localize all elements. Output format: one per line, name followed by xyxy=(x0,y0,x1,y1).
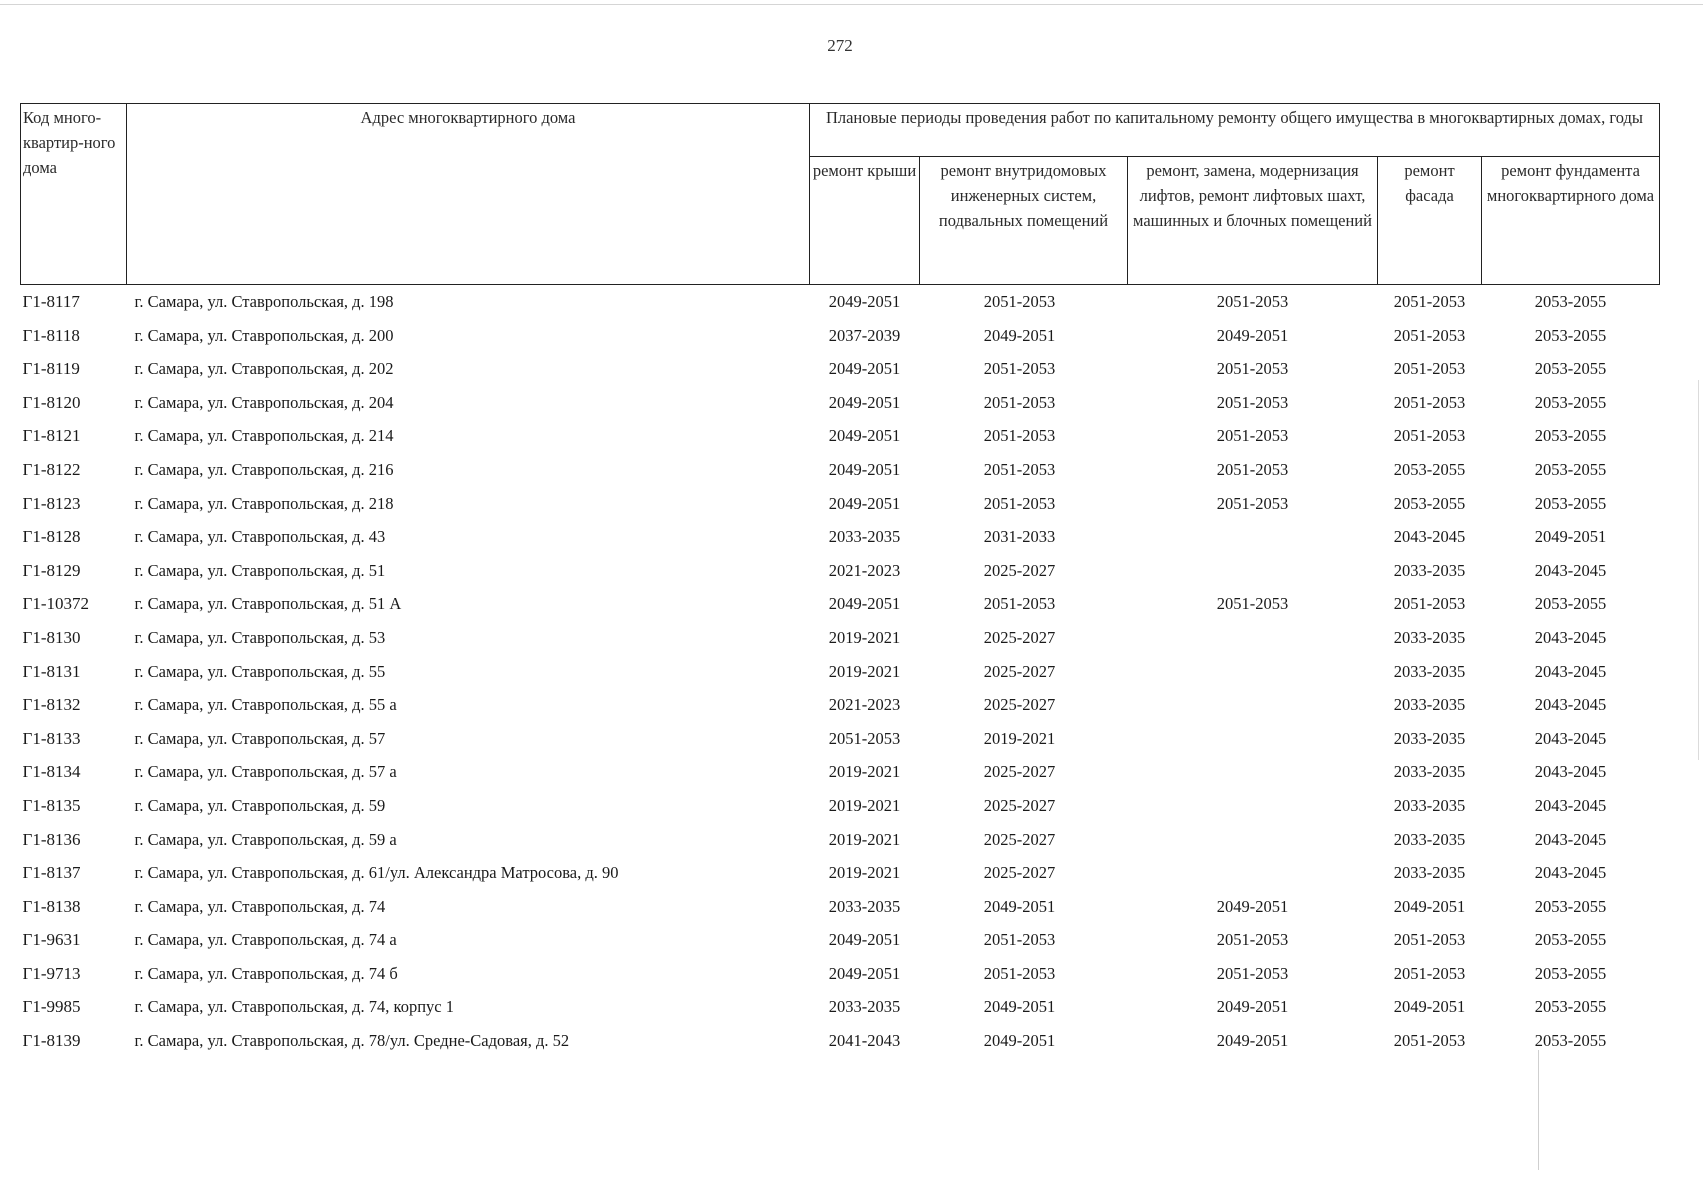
cell-foundation: 2043-2045 xyxy=(1534,795,1607,815)
cell-address: г. Самара, ул. Ставропольская, д. 53 xyxy=(134,627,386,647)
cell-elevators: 2049-2051 xyxy=(1216,325,1289,345)
cell-address: г. Самара, ул. Ставропольская, д. 51 xyxy=(134,560,386,580)
cell-roof: 2019-2021 xyxy=(828,863,901,883)
header-foundation: ремонт фундамента многоквартирного дома xyxy=(1482,157,1660,285)
cell-facade: 2033-2035 xyxy=(1393,762,1466,782)
cell-code: Г1-8132 xyxy=(22,695,81,715)
cell-address: г. Самара, ул. Ставропольская, д. 74 б xyxy=(134,963,398,983)
cell-address: г. Самара, ул. Ставропольская, д. 61/ул. Александра Матросова, д. 90 xyxy=(134,863,619,883)
cell-code: Г1-8134 xyxy=(22,762,81,782)
cell-facade: 2033-2035 xyxy=(1393,560,1466,580)
cell-facade: 2051-2053 xyxy=(1393,392,1466,412)
cell-elevators xyxy=(1128,520,1378,554)
cell-foundation: 2053-2055 xyxy=(1534,1031,1607,1051)
cell-roof: 2049-2051 xyxy=(828,426,901,446)
cell-engineering: 2025-2027 xyxy=(983,762,1056,782)
cell-elevators xyxy=(1128,856,1378,890)
cell-foundation: 2053-2055 xyxy=(1534,963,1607,983)
cell-facade: 2033-2035 xyxy=(1393,829,1466,849)
cell-code: Г1-8136 xyxy=(22,829,81,849)
cell-code: Г1-8130 xyxy=(22,627,81,647)
cell-facade: 2049-2051 xyxy=(1393,997,1466,1017)
cell-elevators xyxy=(1128,655,1378,689)
table-row xyxy=(21,587,1660,621)
cell-elevators: 2051-2053 xyxy=(1216,930,1289,950)
cell-elevators xyxy=(1128,621,1378,655)
cell-engineering: 2051-2053 xyxy=(983,594,1056,614)
cell-elevators: 2051-2053 xyxy=(1216,963,1289,983)
cell-engineering: 2051-2053 xyxy=(983,459,1056,479)
cell-address: г. Самара, ул. Ставропольская, д. 216 xyxy=(134,459,394,479)
cell-foundation: 2043-2045 xyxy=(1534,762,1607,782)
cell-engineering: 2051-2053 xyxy=(983,493,1056,513)
cell-engineering: 2051-2053 xyxy=(983,359,1056,379)
cell-engineering: 2049-2051 xyxy=(983,1031,1056,1051)
table-row xyxy=(21,722,1660,756)
cell-roof: 2033-2035 xyxy=(828,896,901,916)
cell-code: Г1-8120 xyxy=(22,392,81,412)
cell-engineering: 2025-2027 xyxy=(983,795,1056,815)
table-row xyxy=(21,487,1660,521)
cell-foundation: 2053-2055 xyxy=(1534,325,1607,345)
cell-address: г. Самара, ул. Ставропольская, д. 204 xyxy=(134,392,394,412)
cell-address: г. Самара, ул. Ставропольская, д. 57 а xyxy=(134,762,397,782)
cell-code: Г1-8121 xyxy=(22,426,81,446)
cell-address: г. Самара, ул. Ставропольская, д. 78/ул. Средне-Садовая, д. 52 xyxy=(134,1031,570,1051)
table-row xyxy=(21,755,1660,789)
table-header xyxy=(21,104,1660,285)
cell-facade: 2051-2053 xyxy=(1393,292,1466,311)
cell-engineering: 2051-2053 xyxy=(983,963,1056,983)
cell-roof: 2019-2021 xyxy=(828,762,901,782)
cell-foundation: 2043-2045 xyxy=(1534,829,1607,849)
cell-code: Г1-8135 xyxy=(22,795,81,815)
header-facade: ремонт фасада xyxy=(1378,157,1482,285)
cell-foundation: 2053-2055 xyxy=(1534,392,1607,412)
page-number: 272 xyxy=(827,36,853,55)
cell-engineering: 2025-2027 xyxy=(983,661,1056,681)
cell-engineering: 2031-2033 xyxy=(983,527,1056,547)
cell-facade: 2051-2053 xyxy=(1393,963,1466,983)
table-row xyxy=(21,890,1660,924)
cell-engineering: 2019-2021 xyxy=(983,728,1056,748)
cell-engineering: 2025-2027 xyxy=(983,829,1056,849)
cell-facade: 2051-2053 xyxy=(1393,594,1466,614)
cell-address: г. Самара, ул. Ставропольская, д. 55 xyxy=(134,661,386,681)
cell-code: Г1-8129 xyxy=(22,560,81,580)
cell-facade: 2033-2035 xyxy=(1393,627,1466,647)
header-engineering: ремонт внутридомовых инженерных систем, подвальных помещений xyxy=(920,157,1128,285)
cell-facade: 2033-2035 xyxy=(1393,795,1466,815)
cell-code: Г1-8133 xyxy=(22,728,81,748)
table-row xyxy=(21,352,1660,386)
cell-engineering: 2025-2027 xyxy=(983,695,1056,715)
cell-facade: 2033-2035 xyxy=(1393,863,1466,883)
cell-elevators: 2051-2053 xyxy=(1216,594,1289,614)
cell-roof: 2049-2051 xyxy=(828,459,901,479)
cell-roof: 2037-2039 xyxy=(828,325,901,345)
cell-engineering: 2049-2051 xyxy=(983,997,1056,1017)
cell-elevators xyxy=(1128,755,1378,789)
cell-facade: 2033-2035 xyxy=(1393,661,1466,681)
cell-address: г. Самара, ул. Ставропольская, д. 74 а xyxy=(134,930,397,950)
cell-elevators xyxy=(1128,554,1378,588)
cell-facade: 2049-2051 xyxy=(1393,896,1466,916)
cell-facade: 2043-2045 xyxy=(1393,527,1466,547)
cell-roof: 2021-2023 xyxy=(828,695,901,715)
cell-address: г. Самара, ул. Ставропольская, д. 214 xyxy=(134,426,394,446)
cell-roof: 2049-2051 xyxy=(828,392,901,412)
cell-roof: 2049-2051 xyxy=(828,292,901,311)
cell-engineering: 2051-2053 xyxy=(983,426,1056,446)
table-row xyxy=(21,823,1660,857)
header-code: Код много-квартир-ного дома xyxy=(21,104,127,285)
cell-elevators: 2049-2051 xyxy=(1216,1031,1289,1051)
scan-artifact-edge xyxy=(1698,380,1699,760)
header-elevators: ремонт, замена, модернизация лифтов, ремонт лифтовых шахт, машинных и блочных помещений xyxy=(1128,157,1378,285)
cell-foundation: 2043-2045 xyxy=(1534,863,1607,883)
header-address: Адрес многоквартирного дома xyxy=(127,104,810,285)
cell-roof: 2049-2051 xyxy=(828,493,901,513)
scan-artifact-right xyxy=(1538,1050,1539,1170)
cell-roof: 2049-2051 xyxy=(828,963,901,983)
cell-elevators: 2051-2053 xyxy=(1216,426,1289,446)
table-row xyxy=(21,1024,1660,1058)
cell-engineering: 2025-2027 xyxy=(983,627,1056,647)
cell-roof: 2019-2021 xyxy=(828,661,901,681)
table-row xyxy=(21,990,1660,1024)
cell-elevators xyxy=(1128,789,1378,823)
cell-code: Г1-9713 xyxy=(22,963,81,983)
cell-code: Г1-8117 xyxy=(22,292,80,311)
cell-code: Г1-8119 xyxy=(22,359,80,379)
table-row xyxy=(21,789,1660,823)
table-row xyxy=(21,856,1660,890)
cell-foundation: 2049-2051 xyxy=(1534,527,1607,547)
table-row xyxy=(21,453,1660,487)
cell-facade: 2053-2055 xyxy=(1393,459,1466,479)
cell-code: Г1-8131 xyxy=(22,661,81,681)
cell-code: Г1-8118 xyxy=(22,325,80,345)
header-periods-group: Плановые периоды проведения работ по капитальному ремонту общего имущества в многоквартирных домах, годы xyxy=(810,104,1660,157)
cell-elevators xyxy=(1128,823,1378,857)
cell-code: Г1-8139 xyxy=(22,1031,81,1051)
cell-foundation: 2043-2045 xyxy=(1534,560,1607,580)
cell-code: Г1-10372 xyxy=(22,594,89,614)
cell-elevators: 2051-2053 xyxy=(1216,493,1289,513)
cell-foundation: 2053-2055 xyxy=(1534,459,1607,479)
cell-code: Г1-8123 xyxy=(22,493,81,513)
cell-elevators: 2051-2053 xyxy=(1216,359,1289,379)
cell-foundation: 2043-2045 xyxy=(1534,728,1607,748)
cell-roof: 2049-2051 xyxy=(828,594,901,614)
cell-roof: 2019-2021 xyxy=(828,627,901,647)
cell-facade: 2051-2053 xyxy=(1393,1031,1466,1051)
table-row xyxy=(21,554,1660,588)
cell-code: Г1-9631 xyxy=(22,930,81,950)
cell-address: г. Самара, ул. Ставропольская, д. 51 А xyxy=(134,594,402,614)
table-row xyxy=(21,957,1660,991)
cell-roof: 2049-2051 xyxy=(828,930,901,950)
cell-roof: 2021-2023 xyxy=(828,560,901,580)
cell-address: г. Самара, ул. Ставропольская, д. 74 xyxy=(134,896,386,916)
cell-engineering: 2025-2027 xyxy=(983,863,1056,883)
cell-engineering: 2051-2053 xyxy=(983,292,1056,311)
cell-code: Г1-9985 xyxy=(22,997,81,1017)
cell-foundation: 2053-2055 xyxy=(1534,426,1607,446)
cell-roof: 2041-2043 xyxy=(828,1031,901,1051)
table-row xyxy=(21,319,1660,353)
table-row xyxy=(21,655,1660,689)
cell-address: г. Самара, ул. Ставропольская, д. 198 xyxy=(134,292,394,311)
table-row xyxy=(21,419,1660,453)
cell-facade: 2033-2035 xyxy=(1393,728,1466,748)
cell-elevators xyxy=(1128,722,1378,756)
cell-foundation: 2053-2055 xyxy=(1534,594,1607,614)
cell-foundation: 2053-2055 xyxy=(1534,930,1607,950)
cell-facade: 2033-2035 xyxy=(1393,695,1466,715)
repair-plan-table xyxy=(20,103,1660,1058)
cell-code: Г1-8128 xyxy=(22,527,81,547)
table-row xyxy=(21,386,1660,420)
cell-engineering: 2049-2051 xyxy=(983,325,1056,345)
cell-elevators: 2049-2051 xyxy=(1216,896,1289,916)
cell-roof: 2033-2035 xyxy=(828,997,901,1017)
header-roof: ремонт крыши xyxy=(810,157,920,285)
cell-address: г. Самара, ул. Ставропольская, д. 200 xyxy=(134,325,394,345)
cell-address: г. Самара, ул. Ставропольская, д. 59 xyxy=(134,795,386,815)
cell-elevators xyxy=(1128,688,1378,722)
cell-foundation: 2053-2055 xyxy=(1534,292,1607,311)
cell-address: г. Самара, ул. Ставропольская, д. 43 xyxy=(134,527,386,547)
cell-roof: 2033-2035 xyxy=(828,527,901,547)
cell-facade: 2053-2055 xyxy=(1393,493,1466,513)
cell-roof: 2019-2021 xyxy=(828,795,901,815)
cell-code: Г1-8122 xyxy=(22,459,81,479)
cell-elevators: 2051-2053 xyxy=(1216,292,1289,311)
cell-engineering: 2051-2053 xyxy=(983,930,1056,950)
table-row xyxy=(21,621,1660,655)
cell-code: Г1-8138 xyxy=(22,896,81,916)
cell-address: г. Самара, ул. Ставропольская, д. 218 xyxy=(134,493,394,513)
cell-address: г. Самара, ул. Ставропольская, д. 55 а xyxy=(134,695,397,715)
cell-foundation: 2043-2045 xyxy=(1534,695,1607,715)
cell-roof: 2049-2051 xyxy=(828,359,901,379)
cell-engineering: 2051-2053 xyxy=(983,392,1056,412)
cell-facade: 2051-2053 xyxy=(1393,359,1466,379)
cell-foundation: 2053-2055 xyxy=(1534,493,1607,513)
cell-facade: 2051-2053 xyxy=(1393,930,1466,950)
table-row xyxy=(21,923,1660,957)
cell-foundation: 2053-2055 xyxy=(1534,359,1607,379)
cell-roof: 2051-2053 xyxy=(828,728,901,748)
cell-roof: 2019-2021 xyxy=(828,829,901,849)
cell-facade: 2051-2053 xyxy=(1393,426,1466,446)
cell-address: г. Самара, ул. Ставропольская, д. 57 xyxy=(134,728,386,748)
cell-foundation: 2043-2045 xyxy=(1534,661,1607,681)
cell-elevators: 2051-2053 xyxy=(1216,392,1289,412)
cell-foundation: 2053-2055 xyxy=(1534,997,1607,1017)
cell-facade: 2051-2053 xyxy=(1393,325,1466,345)
cell-foundation: 2053-2055 xyxy=(1534,896,1607,916)
table-row xyxy=(21,688,1660,722)
cell-engineering: 2049-2051 xyxy=(983,896,1056,916)
table-body xyxy=(21,285,1660,1058)
cell-address: г. Самара, ул. Ставропольская, д. 74, корпус 1 xyxy=(134,997,455,1017)
cell-engineering: 2025-2027 xyxy=(983,560,1056,580)
cell-elevators: 2051-2053 xyxy=(1216,459,1289,479)
scan-artifact-top xyxy=(0,4,1703,5)
cell-address: г. Самара, ул. Ставропольская, д. 59 а xyxy=(134,829,397,849)
cell-foundation: 2043-2045 xyxy=(1534,627,1607,647)
cell-elevators: 2049-2051 xyxy=(1216,997,1289,1017)
cell-code: Г1-8137 xyxy=(22,863,81,883)
cell-address: г. Самара, ул. Ставропольская, д. 202 xyxy=(134,359,394,379)
table-row xyxy=(21,285,1660,319)
table-row xyxy=(21,520,1660,554)
